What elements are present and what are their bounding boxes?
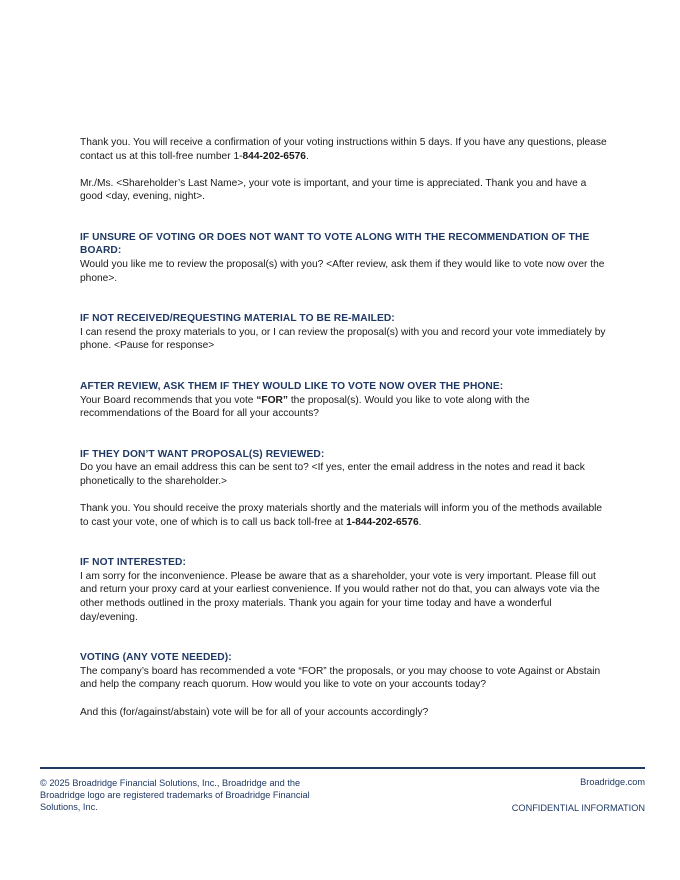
footer-divider <box>40 767 645 769</box>
no-review-text: Thank you. You should receive the proxy materials shortly and the materials will inform you of the methods available to cast your vote, one of which is to call us back toll-free at <box>80 503 603 528</box>
section-heading-after-review: AFTER REVIEW, ASK THEM IF THEY WOULD LIKE TO VOTE NOW OVER THE PHONE: <box>80 381 504 393</box>
section-body-no-review-2 <box>80 502 610 529</box>
callback-number: 1-844-202-6576 <box>346 516 419 528</box>
section-heading-not-interested: IF NOT INTERESTED: <box>80 557 186 569</box>
closing-paragraph: Mr./Ms. <Shareholder’s Last Name>, your vote is important, and your time is appreciated. Thank you and have a good <day, evening, night>. <box>80 177 587 203</box>
document-body <box>80 136 610 719</box>
section-body-not-interested: I am sorry for the inconvenience. Please be aware that as a shareholder, your vote is very important. Please fill out and return your proxy card at your earliest convenience. If you would rather not do that, you can always vote via the other methods outlined in the proxy materials. Thank you again for your time today and have a wonderful day/evening. <box>80 570 600 623</box>
section-body-unsure: Would you like me to review the proposal(s) with you? <After review, ask them if they would like to vote now over the phone>. <box>80 259 605 284</box>
toll-free-number: 844-202-6576 <box>242 150 306 162</box>
footer-website: Broadridge.com <box>580 777 645 787</box>
section-heading-voting: VOTING (ANY VOTE NEEDED): <box>80 652 232 664</box>
section-heading-no-review: IF THEY DON’T WANT PROPOSAL(S) REVIEWED: <box>80 448 325 460</box>
section-body-voting-2: And this (for/against/abstain) vote will be for all of your accounts accordingly? <box>80 706 429 718</box>
for-emphasis: “FOR” <box>256 394 289 406</box>
section-body-after-review <box>80 394 610 421</box>
section-body-no-review: Do you have an email address this can be sent to? <If yes, enter the email address in the notes and read it back phonetically to the shareholder.> <box>80 462 585 487</box>
after-review-text-a: Your Board recommends that you vote <box>80 394 257 406</box>
footer-confidential: CONFIDENTIAL INFORMATION <box>511 803 645 813</box>
confirmation-paragraph <box>80 136 610 163</box>
confirmation-end: . <box>305 150 309 162</box>
no-review-end: . <box>418 516 422 528</box>
footer-copyright: © 2025 Broadridge Financial Solutions, Inc., Broadridge and the Broadridge logo are registered trademarks of Broadridge Financial Solutions, Inc. <box>40 778 310 812</box>
section-body-voting: The company’s board has recommended a vote “FOR” the proposals, or you may choose to vote Against or Abstain and help the company reach quorum. How would you like to vote on your accounts today? <box>80 665 601 691</box>
after-review-text-b: the proposal(s). Would you like to vote along with the recommendations of the Board for all your accounts? <box>80 394 530 420</box>
section-heading-unsure: IF UNSURE OF VOTING OR DOES NOT WANT TO VOTE ALONG WITH THE RECOMMENDATION OF THE BOARD: <box>80 231 590 257</box>
section-body-remail: I can resend the proxy materials to you, or I can review the proposal(s) with you and record your vote immediately by phone. <Pause for response> <box>80 326 606 352</box>
section-heading-remail: IF NOT RECEIVED/REQUESTING MATERIAL TO BE RE-MAILED: <box>80 313 395 325</box>
confirmation-text: Thank you. You will receive a confirmation of your voting instructions within 5 days. If you have any questions, please contact us at this toll-free number 1- <box>80 137 607 162</box>
